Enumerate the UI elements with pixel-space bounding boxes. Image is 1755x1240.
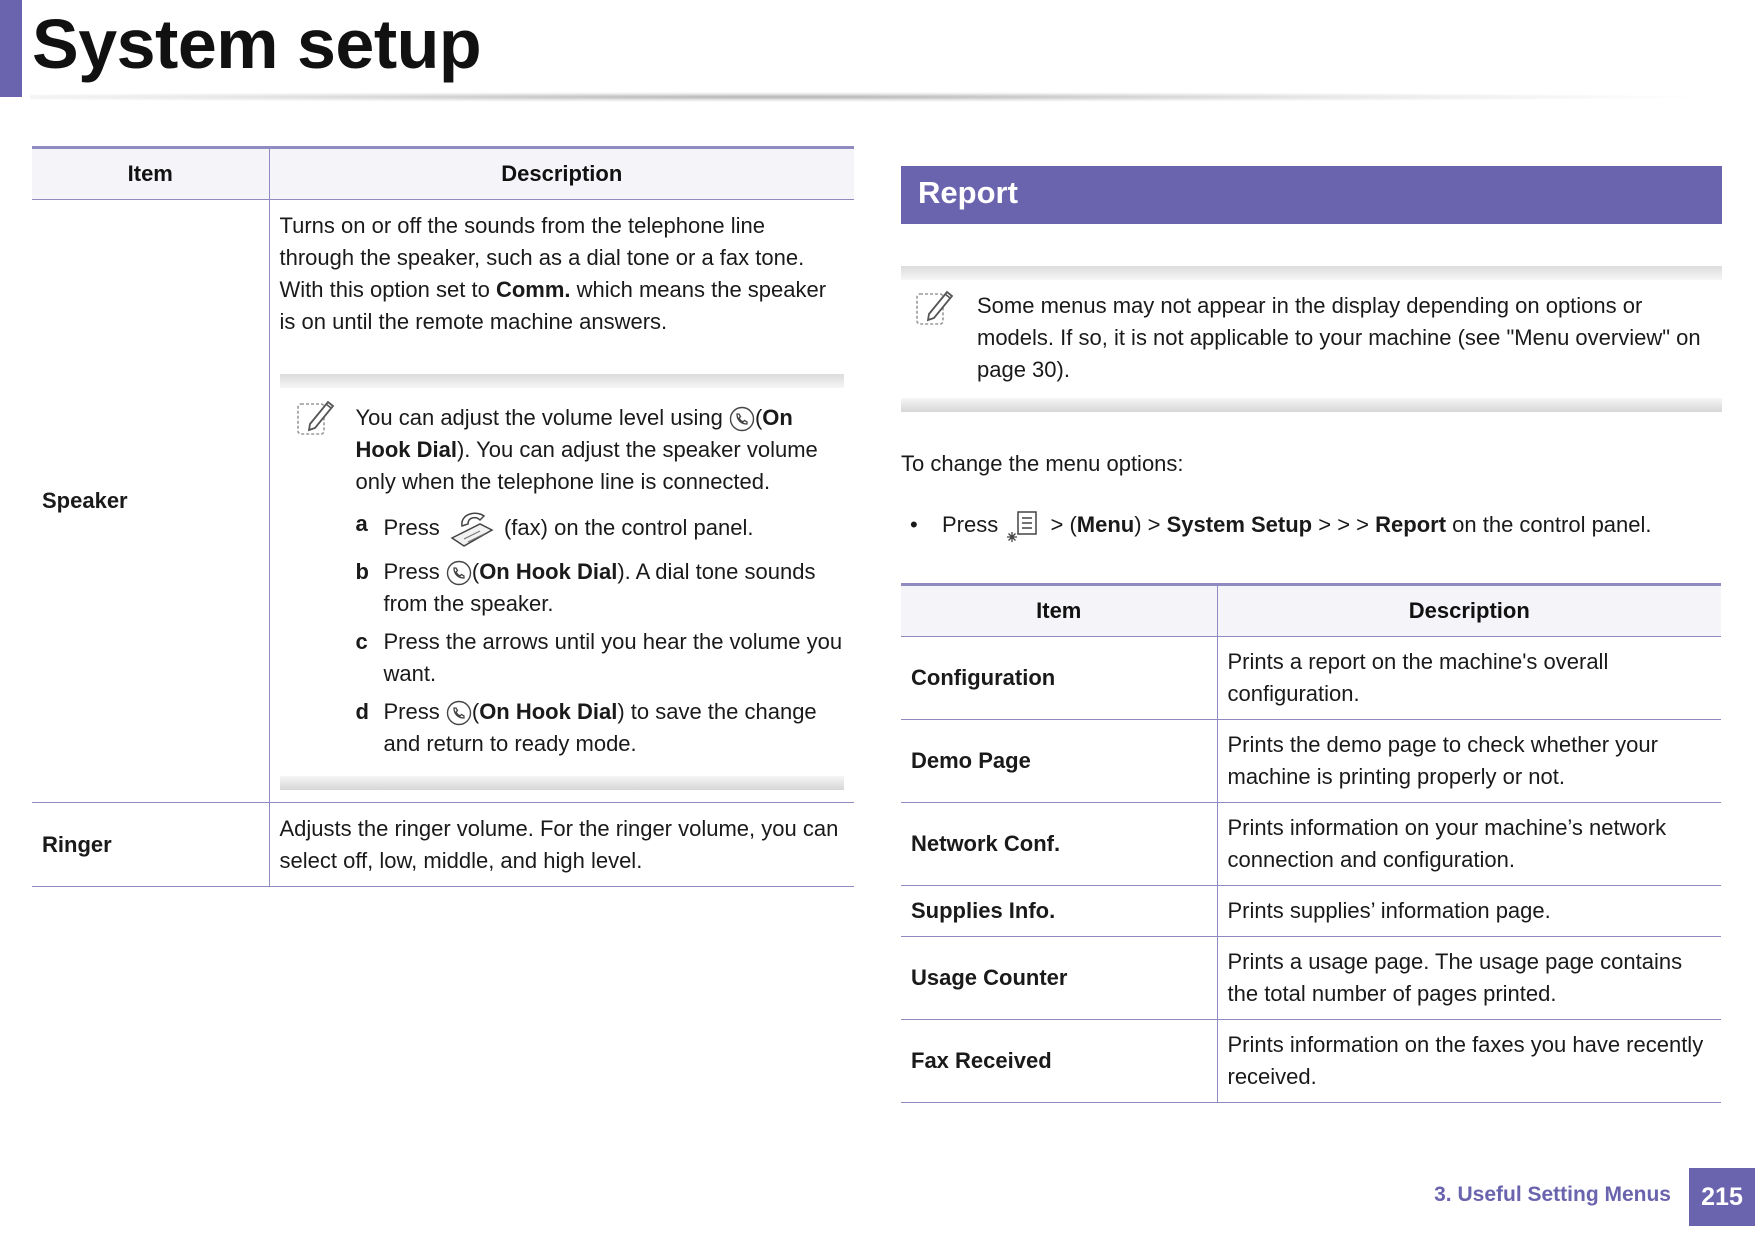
- row-description: Prints information on the faxes you have recently received.: [1217, 1020, 1721, 1103]
- row-item-network-conf: Network Conf.: [901, 803, 1217, 886]
- note-text: You can adjust the volume level using (On Hook Dial). You can adjust the speaker volume only when the telephone line is connected.: [355, 405, 818, 494]
- row-description: Prints supplies’ information page.: [1217, 886, 1721, 937]
- report-instruction: • Press > (Menu) > System Setup > > > Report on the control panel.: [910, 504, 1652, 546]
- table-row: [901, 637, 1721, 720]
- speaker-note-box: [280, 374, 845, 790]
- list-item: d Press (On Hook Dial) to save the change and return to ready mode.: [355, 699, 817, 756]
- table-row: [32, 803, 854, 887]
- column-header-item: Item: [32, 148, 269, 200]
- row-description: Prints a usage page. The usage page contains the total number of pages printed.: [1217, 937, 1721, 1020]
- bullet-icon: •: [910, 512, 918, 537]
- page-number: 215: [1689, 1168, 1755, 1226]
- note-body: [280, 388, 845, 776]
- speaker-description: Turns on or off the sounds from the telephone line through the speaker, such as a dial tone or a fax tone. With this option set to Comm. which means the speaker is on until the remote machine answers.: [279, 213, 827, 334]
- row-description: Prints information on your machine’s network connection and configuration.: [1217, 803, 1721, 886]
- row-item-ringer: Ringer: [32, 803, 269, 887]
- row-item-usage-counter: Usage Counter: [901, 937, 1217, 1020]
- fax-icon: [446, 508, 498, 550]
- row-description-ringer: Adjusts the ringer volume. For the ringer volume, you can select off, low, middle, and high level.: [269, 803, 854, 887]
- note-pencil-icon: [296, 396, 336, 438]
- column-header-description: Description: [269, 148, 854, 200]
- menu-icon: [1004, 506, 1044, 546]
- row-description-speaker: [269, 200, 854, 803]
- on-hook-dial-icon: [446, 560, 472, 586]
- row-description: Prints the demo page to check whether your machine is printing properly or not.: [1217, 720, 1721, 803]
- table-row: [32, 200, 854, 803]
- row-item-configuration: Configuration: [901, 637, 1217, 720]
- report-heading: Report: [918, 175, 1018, 210]
- table-row: [901, 886, 1721, 937]
- speaker-settings-table: [32, 146, 854, 887]
- note-top-bar: [280, 374, 845, 388]
- list-item: c Press the arrows until you hear the volume you want.: [355, 629, 843, 686]
- title-divider: [30, 92, 1690, 102]
- note-top-bar: [901, 266, 1722, 280]
- row-description: Prints a report on the machine's overall configuration.: [1217, 637, 1721, 720]
- note-pencil-icon: [915, 286, 955, 328]
- table-row: [901, 937, 1721, 1020]
- row-item-speaker: Speaker: [32, 200, 269, 803]
- table-row: [901, 720, 1721, 803]
- table-header-row: [32, 148, 854, 200]
- footer-chapter: 3. Useful Setting Menus: [1434, 1183, 1671, 1206]
- table-header-row: [901, 585, 1721, 637]
- on-hook-dial-icon: [729, 406, 755, 432]
- report-note-box: [901, 266, 1722, 412]
- note-bottom-bar: [901, 398, 1722, 412]
- report-heading-bar: [901, 166, 1722, 224]
- note-bottom-bar: [280, 776, 845, 790]
- row-item-supplies-info: Supplies Info.: [901, 886, 1217, 937]
- report-note-text: Some menus may not appear in the display depending on options or models. If so, it is not applicable to your machine (see "Menu overview" on page 30).: [977, 293, 1701, 382]
- list-item: a Press (fax) on the control panel.: [356, 508, 845, 550]
- header-accent-bar: [0, 0, 22, 97]
- list-item: b Press (On Hook Dial). A dial tone sounds from the speaker.: [355, 559, 816, 616]
- on-hook-dial-icon: [446, 700, 472, 726]
- report-intro: To change the menu options:: [901, 451, 1184, 476]
- table-row: [901, 803, 1721, 886]
- row-item-demo-page: Demo Page: [901, 720, 1217, 803]
- column-header-description: Description: [1217, 585, 1721, 637]
- note-steps-list: [356, 508, 845, 760]
- report-items-table: [901, 583, 1721, 1103]
- row-item-fax-received: Fax Received: [901, 1020, 1217, 1103]
- page-title: System setup: [32, 5, 482, 83]
- table-row: [901, 1020, 1721, 1103]
- column-header-item: Item: [901, 585, 1217, 637]
